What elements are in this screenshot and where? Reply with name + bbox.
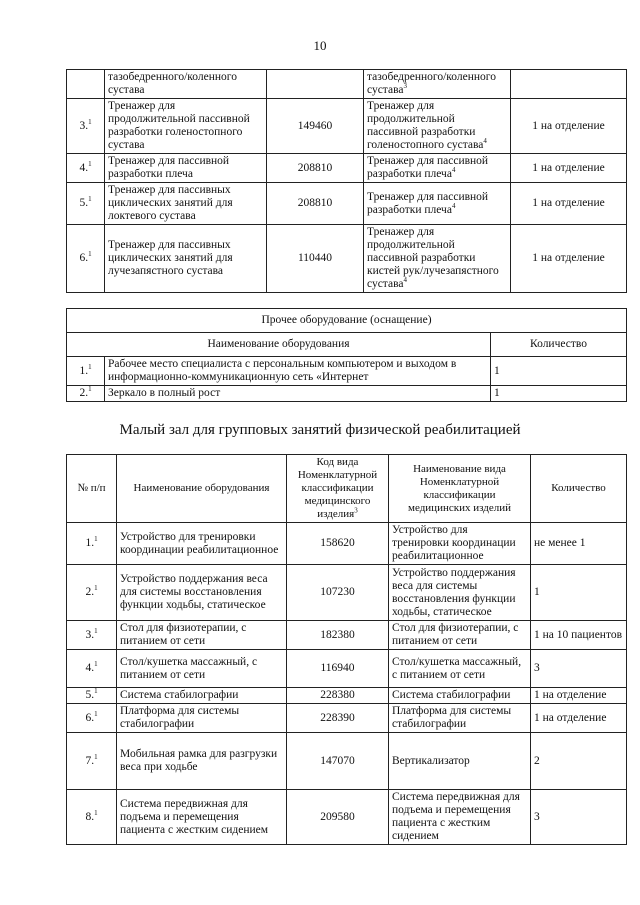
equipment-code: 149460 — [267, 99, 364, 154]
equipment-quantity: 3 — [531, 790, 627, 845]
row-number: 3.$^1$ — [67, 621, 117, 650]
table-row — [67, 523, 627, 565]
equipment-name: Платформа для системы стабилографии — [117, 704, 287, 733]
equipment-quantity: 3 — [531, 650, 627, 688]
equipment-quantity: 1 — [531, 565, 627, 621]
table-row — [67, 790, 627, 845]
nomenclature-name: Система стабилографии — [389, 688, 531, 704]
equipment-quantity: 1 на 10 пациентов — [531, 621, 627, 650]
row-number: 6.$^1$ — [67, 225, 105, 293]
row-number: 1.$^1$ — [67, 357, 105, 386]
nomenclature-name: Тренажер для пассивной разработки плеча$^4$ — [364, 154, 511, 183]
header-num: № п/п — [67, 455, 117, 523]
table-title: Прочее оборудование (оснащение) — [67, 309, 627, 333]
section-title: Малый зал для групповых занятий физической реабилитацией — [119, 422, 521, 438]
header-nomenclature: Наименование вида Номенклатурной классификации медицинских изделий — [389, 455, 531, 523]
equipment-quantity: 1 на отделение — [531, 688, 627, 704]
equipment-code: 208810 — [267, 183, 364, 225]
table-row — [67, 621, 627, 650]
table-row — [67, 386, 627, 402]
equipment-code: 209580 — [287, 790, 389, 845]
equipment-table-continued — [66, 69, 627, 293]
row-number: 2.$^1$ — [67, 386, 105, 402]
equipment-name: Система передвижная для подъема и перемещения пациента с жестким сидением — [117, 790, 287, 845]
equipment-name: Тренажер для пассивных циклических занятий для локтевого сустава — [105, 183, 267, 225]
row-number: 2.$^1$ — [67, 565, 117, 621]
equipment-name: Мобильная рамка для разгрузки веса при ходьбе — [117, 733, 287, 790]
equipment-quantity: 1 на отделение — [511, 154, 627, 183]
equipment-code: 228390 — [287, 704, 389, 733]
equipment-quantity: не менее 1 — [531, 523, 627, 565]
page-number: 10 — [313, 38, 327, 53]
table-row — [67, 70, 627, 99]
nomenclature-name: Устройство поддержания веса для системы восстановления функции ходьбы, статическое — [389, 565, 531, 621]
row-number: 4.$^1$ — [67, 650, 117, 688]
equipment-quantity: 2 — [531, 733, 627, 790]
nomenclature-name: Тренажер для продолжительной пассивной разработки голеностопного сустава$^4$ — [364, 99, 511, 154]
nomenclature-name: Устройство для тренировки координации реабилитационное — [389, 523, 531, 565]
table-row — [67, 99, 627, 154]
nomenclature-name: Платформа для системы стабилографии — [389, 704, 531, 733]
other-equipment-table — [66, 308, 627, 402]
row-number: 4.$^1$ — [67, 154, 105, 183]
equipment-name: Устройство для тренировки координации реабилитационное — [117, 523, 287, 565]
equipment-name: Рабочее место специалиста с персональным компьютером и выходом в информационно-коммуникационную сеть «Интернет — [105, 357, 491, 386]
equipment-code: 147070 — [287, 733, 389, 790]
equipment-code — [267, 70, 364, 99]
table-row — [67, 688, 627, 704]
nomenclature-name: Стол/кушетка массажный, с питанием от сети — [389, 650, 531, 688]
equipment-quantity — [511, 70, 627, 99]
table-row — [67, 704, 627, 733]
equipment-name: Стол для физиотерапии, с питанием от сети — [117, 621, 287, 650]
row-number: 5.$^1$ — [67, 688, 117, 704]
equipment-code: 228380 — [287, 688, 389, 704]
equipment-code: 116940 — [287, 650, 389, 688]
nomenclature-name: Система передвижная для подъема и перемещения пациента с жестким сидением — [389, 790, 531, 845]
equipment-quantity: 1 на отделение — [511, 183, 627, 225]
equipment-quantity: 1 на отделение — [511, 99, 627, 154]
row-number: 1.$^1$ — [67, 523, 117, 565]
equipment-quantity: 1 — [491, 357, 627, 386]
table-row — [67, 154, 627, 183]
row-number: 6.$^1$ — [67, 704, 117, 733]
table-row — [67, 225, 627, 293]
equipment-name: тазобедренного/коленного сустава — [105, 70, 267, 99]
small-hall-equipment-table — [66, 454, 627, 845]
nomenclature-name: Вертикализатор — [389, 733, 531, 790]
equipment-code: 208810 — [267, 154, 364, 183]
header-code: Код вида Номенклатурной классификации медицинского изделия$^3$ — [287, 455, 389, 523]
row-number: 5.$^1$ — [67, 183, 105, 225]
equipment-name: Система стабилографии — [117, 688, 287, 704]
equipment-name: Зеркало в полный рост — [105, 386, 491, 402]
table-row — [67, 183, 627, 225]
equipment-quantity: 1 — [491, 386, 627, 402]
equipment-quantity: 1 на отделение — [531, 704, 627, 733]
equipment-name: Тренажер для продолжительной пассивной разработки голеностопного сустава — [105, 99, 267, 154]
row-number — [67, 70, 105, 99]
equipment-name: Тренажер для пассивной разработки плеча — [105, 154, 267, 183]
table-row — [67, 733, 627, 790]
nomenclature-name: Стол для физиотерапии, с питанием от сети — [389, 621, 531, 650]
row-number: 7.$^1$ — [67, 733, 117, 790]
equipment-quantity: 1 на отделение — [511, 225, 627, 293]
column-header-name: Наименование оборудования — [67, 333, 491, 357]
equipment-name: Устройство поддержания веса для системы восстановления функции ходьбы, статическое — [117, 565, 287, 621]
column-header-quantity: Количество — [491, 333, 627, 357]
nomenclature-name: Тренажер для пассивной разработки плеча$^4$ — [364, 183, 511, 225]
table-row — [67, 357, 627, 386]
equipment-code: 158620 — [287, 523, 389, 565]
header-quantity: Количество — [531, 455, 627, 523]
row-number: 3.$^1$ — [67, 99, 105, 154]
row-number: 8.$^1$ — [67, 790, 117, 845]
equipment-code: 107230 — [287, 565, 389, 621]
equipment-name: Тренажер для пассивных циклических занятий для лучезапястного сустава — [105, 225, 267, 293]
equipment-code: 182380 — [287, 621, 389, 650]
table-row — [67, 565, 627, 621]
nomenclature-name: тазобедренного/коленного сустава$^3$ — [364, 70, 511, 99]
equipment-code: 110440 — [267, 225, 364, 293]
table-row — [67, 650, 627, 688]
header-name: Наименование оборудования — [117, 455, 287, 523]
nomenclature-name: Тренажер для продолжительной пассивной разработки кистей рук/лучезапястного сустава$^4$ — [364, 225, 511, 293]
equipment-name: Стол/кушетка массажный, с питанием от сети — [117, 650, 287, 688]
